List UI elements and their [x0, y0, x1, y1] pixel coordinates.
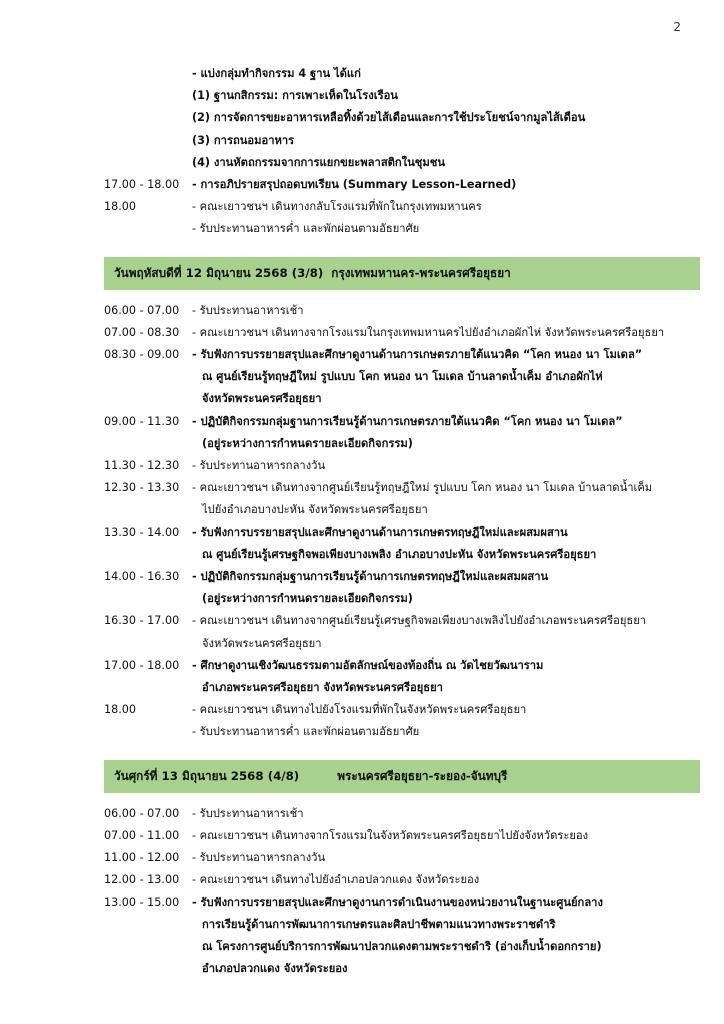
- schedule-time: [104, 152, 192, 174]
- description-line: ณ โครงการศูนย์บริการการพัฒนาปลวกแดงตามพระราชดำริ (อ่างเก็บน้ำดอกกราย): [202, 939, 602, 953]
- section-gap: [104, 744, 684, 760]
- schedule-description: [192, 300, 684, 322]
- schedule-description: [192, 174, 684, 196]
- schedule-row: [104, 721, 684, 743]
- schedule-row: [104, 218, 684, 240]
- schedule-time: [104, 130, 192, 152]
- description-line: - คณะเยาวชนฯ เดินทางกลับโรงแรมที่พักในกรุงเทพมหานคร: [192, 200, 482, 214]
- schedule-row: [104, 174, 684, 196]
- schedule-row: [104, 411, 684, 455]
- description-line: - รับประทานอาหารกลางวัน: [192, 851, 326, 865]
- schedule-time: [104, 107, 192, 129]
- schedule-row: [104, 344, 684, 411]
- description-line: อำเภอพระนครศรีอยุธยา จังหวัดพระนครศรีอยุธยา: [202, 681, 443, 695]
- schedule-row: [104, 869, 684, 891]
- schedule-description: [192, 566, 684, 610]
- description-line: - แบ่งกลุ่มทำกิจกรรม 4 ฐาน ได้แก่: [192, 67, 361, 80]
- description-line: ไปยังอำเภอบางปะหัน จังหวัดพระนครศรีอยุธยา: [202, 503, 428, 517]
- schedule-description: [192, 477, 684, 521]
- schedule-description: [192, 85, 684, 107]
- description-line: - รับประทานอาหารเช้า: [192, 806, 304, 820]
- description-line: อำเภอปลวกแดง จังหวัดระยอง: [202, 962, 348, 976]
- description-line: - คณะเยาวชนฯ เดินทางไปยังอำเภอปลวกแดง จังหวัดระยอง: [192, 873, 480, 887]
- description-line: - รับฟังการบรรยายสรุปและศึกษาดูงานการดำเนินงานของหน่วยงานในฐานะศูนย์กลาง: [192, 895, 603, 909]
- schedule-row: [104, 699, 684, 721]
- schedule-time: [104, 85, 192, 107]
- description-line: (4) งานหัตถกรรมจากการแยกขยะพลาสติกในชุมชน: [192, 155, 446, 169]
- description-line: - รับฟังการบรรยายสรุปและศึกษาดูงานด้านการเกษตรทฤษฎีใหม่และผสมผสาน: [192, 525, 568, 539]
- schedule-description: [192, 196, 684, 218]
- schedule-description: [192, 610, 684, 654]
- description-line: (อยู่ระหว่างการกำหนดรายละเอียดกิจกรรม): [202, 436, 413, 450]
- day-header-route: กรุงเทพมหานคร-พระนครศรีอยุธยา: [331, 265, 511, 280]
- schedule-row: [104, 130, 684, 152]
- schedule-section: [104, 241, 684, 744]
- description-line: ณ ศูนย์เรียนรู้เศรษฐกิจพอเพียงบางเพลิง อำเภอบางปะหัน จังหวัดพระนครศรีอยุธยา: [202, 547, 597, 561]
- description-line: - คณะเยาวชนฯ เดินทางไปยังโรงแรมที่พักในจังหวัดพระนครศรีอยุธยา: [192, 703, 527, 717]
- schedule-description: [192, 825, 684, 847]
- description-line: - การอภิปรายสรุปถอดบทเรียน (Summary Lesson-Learned): [192, 178, 517, 192]
- schedule-row: [104, 85, 684, 107]
- schedule-section: [104, 63, 684, 241]
- schedule-time: 14.00 - 16.30: [104, 570, 180, 584]
- schedule-row: [104, 655, 684, 699]
- description-line: (อยู่ระหว่างการกำหนดรายละเอียดกิจกรรม): [202, 592, 413, 606]
- schedule-time: 13.00 - 15.00: [104, 895, 180, 909]
- schedule-time: 08.30 - 09.00: [104, 348, 180, 362]
- schedule-description: [192, 655, 684, 699]
- schedule-row: [104, 803, 684, 825]
- schedule-row: [104, 152, 684, 174]
- description-line: (2) การจัดการขยะอาหารเหลือทิ้งด้วยไส้เดือนและการใช้ประโยชน์จากมูลไส้เดือน: [192, 111, 586, 125]
- schedule-time: [104, 218, 192, 240]
- schedule-row: [104, 610, 684, 654]
- schedule-description: [192, 522, 684, 566]
- description-line: - คณะเยาวชนฯ เดินทางจากศูนย์เรียนรู้ทฤษฎีใหม่ รูปแบบ โคก หนอง นา โมเดล บ้านลาดน้ำเค็ม: [192, 481, 653, 495]
- description-line: - รับประทานอาหารค่ำ และพักผ่อนตามอัธยาศัย: [192, 725, 420, 739]
- description-line: - คณะเยาวชนฯ เดินทางจากศูนย์เรียนรู้เศรษฐกิจพอเพียงบางเพลิงไปยังอำเภอพระนครศรีอยุธยา: [192, 614, 647, 628]
- schedule-row: [104, 63, 684, 85]
- schedule-time: 17.00 - 18.00: [104, 178, 180, 192]
- schedule-row: [104, 300, 684, 322]
- schedule-description: [192, 344, 684, 411]
- description-line: จังหวัดพระนครศรีอยุธยา: [202, 392, 322, 406]
- schedule-time: 11.30 - 12.30: [104, 459, 180, 473]
- schedule-description: [192, 152, 684, 174]
- description-line: - รับประทานอาหารกลางวัน: [192, 459, 326, 473]
- schedule-time: 09.00 - 11.30: [104, 414, 180, 428]
- schedule-description: [192, 411, 684, 455]
- day-header-date: วันพฤหัสบดีที่ 12 มิถุนายน 2568 (3/8): [114, 265, 324, 280]
- schedule-content: [104, 63, 684, 980]
- schedule-row: [104, 566, 684, 610]
- section-gap: [104, 290, 684, 300]
- description-line: การเรียนรู้ด้านการพัฒนาการเกษตรและศิลปาชีพตามแนวทางพระราชดำริ: [202, 917, 556, 931]
- section-gap: [104, 241, 684, 257]
- schedule-time: 13.30 - 14.00: [104, 525, 180, 539]
- description-line: - ปฏิบัติกิจกรรมกลุ่มฐานการเรียนรู้ด้านการเกษตรทฤษฎีใหม่และผสมผสาน: [192, 570, 549, 584]
- schedule-row: [104, 322, 684, 344]
- schedule-time: [104, 721, 192, 743]
- description-line: - ปฏิบัติกิจกรรมกลุ่มฐานการเรียนรู้ด้านการเกษตรภายใต้แนวคิด “โคก หนอง นา โมเดล”: [192, 414, 623, 428]
- schedule-description: [192, 107, 684, 129]
- schedule-section: [104, 744, 684, 981]
- schedule-time: 17.00 - 18.00: [104, 658, 180, 672]
- description-line: - รับฟังการบรรยายสรุปและศึกษาดูงานด้านการเกษตรภายใต้แนวคิด “โคก หนอง นา โมเดล”: [192, 348, 643, 362]
- description-line: - คณะเยาวชนฯ เดินทางจากโรงแรมในกรุงเทพมหานครไปยังอำเภอผักไห่ จังหวัดพระนครศรีอยุธยา: [192, 325, 665, 339]
- schedule-time: 11.00 - 12.00: [104, 851, 180, 865]
- description-line: - รับประทานอาหารค่ำ และพักผ่อนตามอัธยาศัย: [192, 222, 420, 236]
- schedule-description: [192, 322, 684, 344]
- schedule-description: [192, 847, 684, 869]
- schedule-description: [192, 130, 684, 152]
- schedule-time: 18.00: [104, 703, 137, 717]
- schedule-time: 12.00 - 13.00: [104, 873, 180, 887]
- day-header-route: พระนครศรีอยุธยา-ระยอง-จันทบุรี: [337, 768, 508, 783]
- schedule-row: [104, 825, 684, 847]
- schedule-row: [104, 196, 684, 218]
- schedule-time: 07.00 - 11.00: [104, 828, 180, 842]
- page-number: 2: [673, 20, 681, 34]
- description-line: (3) การถนอมอาหาร: [192, 133, 295, 147]
- schedule-row: [104, 477, 684, 521]
- day-header-date: วันศุกร์ที่ 13 มิถุนายน 2568 (4/8): [114, 768, 300, 783]
- schedule-row: [104, 455, 684, 477]
- schedule-description: [192, 455, 684, 477]
- schedule-description: [192, 869, 684, 891]
- schedule-time: 06.00 - 07.00: [104, 303, 180, 317]
- schedule-time: 18.00: [104, 200, 137, 214]
- schedule-time: 06.00 - 07.00: [104, 806, 180, 820]
- schedule-description: [192, 892, 684, 981]
- schedule-description: [192, 63, 684, 85]
- schedule-time: 07.00 - 08.30: [104, 325, 180, 339]
- schedule-row: [104, 847, 684, 869]
- day-header: [104, 760, 700, 793]
- schedule-time: 16.30 - 17.00: [104, 614, 180, 628]
- schedule-row: [104, 107, 684, 129]
- description-line: - ศึกษาดูงานเชิงวัฒนธรรมตามอัตลักษณ์ของท้องถิ่น ณ วัดไชยวัฒนาราม: [192, 658, 544, 672]
- description-line: (1) ฐานกสิกรรม: การเพาะเห็ดในโรงเรือน: [192, 89, 398, 103]
- schedule-description: [192, 699, 684, 721]
- schedule-row: [104, 522, 684, 566]
- schedule-time: [104, 63, 192, 85]
- schedule-row: [104, 892, 684, 981]
- schedule-description: [192, 721, 684, 743]
- description-line: - รับประทานอาหารเช้า: [192, 303, 304, 317]
- schedule-time: 12.30 - 13.30: [104, 481, 180, 495]
- description-line: - คณะเยาวชนฯ เดินทางจากโรงแรมในจังหวัดพระนครศรีอยุธยาไปยังจังหวัดระยอง: [192, 828, 589, 842]
- description-line: จังหวัดพระนครศรีอยุธยา: [202, 636, 322, 650]
- schedule-description: [192, 218, 684, 240]
- schedule-description: [192, 803, 684, 825]
- section-gap: [104, 793, 684, 803]
- day-header: [104, 257, 700, 290]
- description-line: ณ ศูนย์เรียนรู้ทฤษฎีใหม่ รูปแบบ โคก หนอง นา โมเดล บ้านลาดน้ำเค็ม อำเภอผักไห่: [202, 370, 603, 384]
